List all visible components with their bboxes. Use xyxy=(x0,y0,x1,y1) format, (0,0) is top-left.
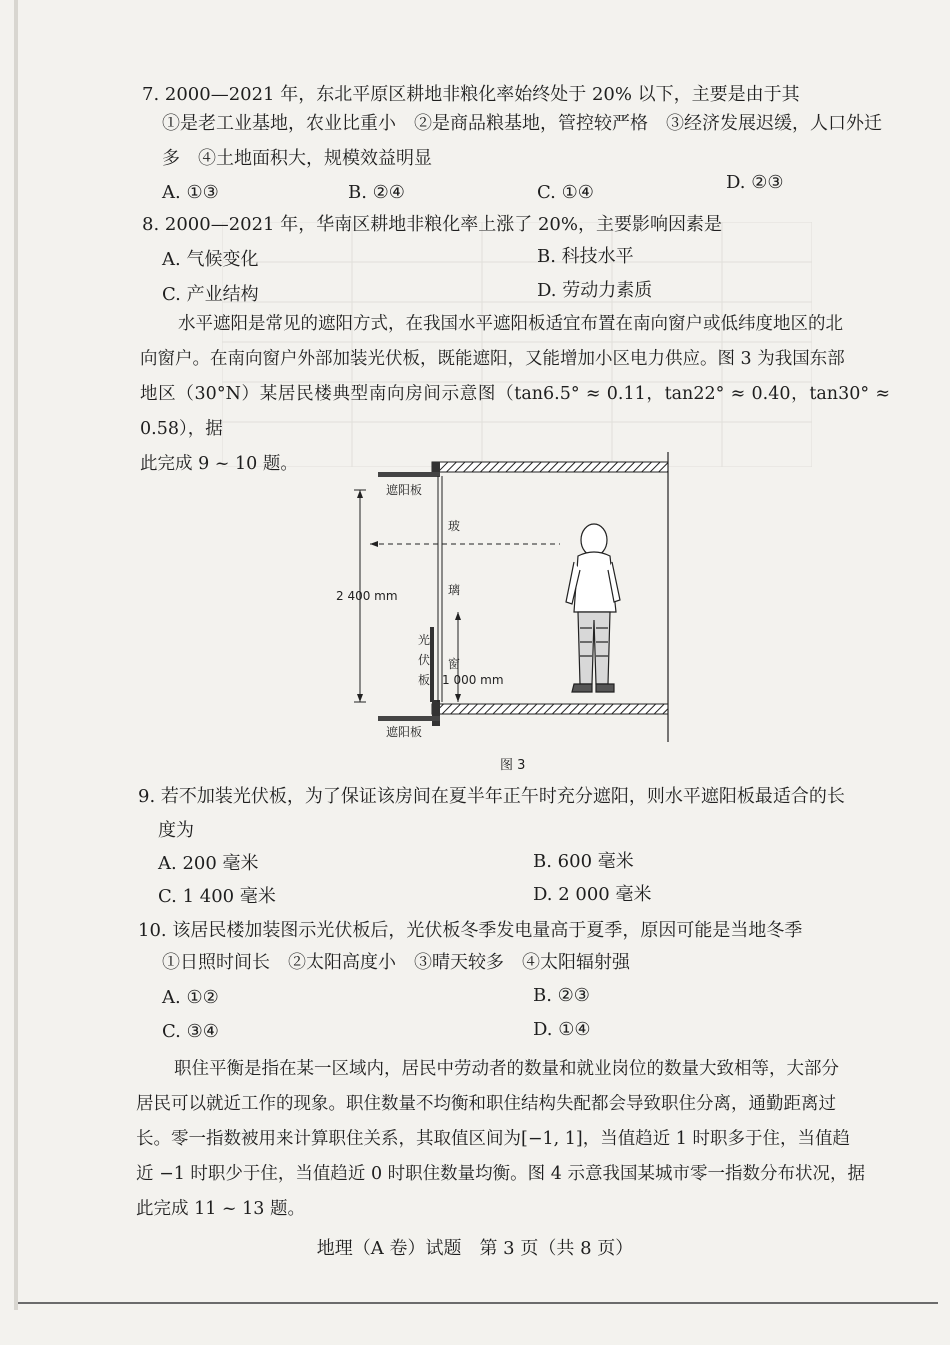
ceiling-slab xyxy=(432,462,668,472)
dashed-line-arrow xyxy=(370,541,378,547)
passage-jobs-line-2: 居民可以就近工作的现象。职住数量不均衡和职住结构失配都会导致职住分离，通勤距离过 xyxy=(136,1094,836,1114)
q10-stem: 10. 该居民楼加装图示光伏板后，光伏板冬季发电量高于夏季，原因可能是当地冬季 xyxy=(138,920,803,941)
q8-stem: 8. 2000—2021 年，华南区耕地非粮化率上涨了 20%，主要影响因素是 xyxy=(142,214,722,235)
passage-jobs-line-4: 近 −1 时职少于住，当值趋近 0 时职住数量均衡。图 4 示意我国某城市零一指数分布状况，据 xyxy=(136,1164,865,1184)
q7-option-b[interactable]: B. ②④ xyxy=(348,182,405,203)
q10-option-d[interactable]: D. ①④ xyxy=(533,1019,591,1040)
q10-option-c[interactable]: C. ③④ xyxy=(162,1021,219,1042)
q10-statements: ①日照时间长 ②太阳高度小 ③晴天较多 ④太阳辐射强 xyxy=(162,952,630,973)
q9-stem: 9. 若不加装光伏板，为了保证该房间在夏半年正午时充分遮阳，则水平遮阳板最适合的长 xyxy=(138,786,845,807)
label-shade-bottom: 遮阳板 xyxy=(386,725,423,739)
q9-option-a[interactable]: A. 200 毫米 xyxy=(158,853,259,874)
q9-stem-cont: 度为 xyxy=(158,820,194,841)
passage-jobs-line-3: 长。零一指数被用来计算职住关系，其取值区间为[−1, 1]，当值趋近 1 时职多于住，当值趋 xyxy=(136,1129,850,1149)
figure-3-caption: 图 3 xyxy=(500,758,526,773)
height-arrow-up xyxy=(357,490,363,498)
passage-shading-line-2: 向窗户。在南向窗户外部加装光伏板，既能遮阳，又能增加小区电力供应。图 3 为我国东部 xyxy=(140,349,845,369)
height-arrow-down xyxy=(357,694,363,702)
q7-option-a[interactable]: A. ①③ xyxy=(162,182,219,203)
sill-arrow-up xyxy=(455,612,461,620)
q7-statements: ①是老工业基地，农业比重小 ②是商品粮基地，管控较严格 ③经济发展迟缓，人口外迁 xyxy=(162,113,882,134)
q9-option-d[interactable]: D. 2 000 毫米 xyxy=(533,884,652,905)
label-height: 2 400 mm xyxy=(336,589,398,603)
q8-option-a[interactable]: A. 气候变化 xyxy=(162,249,259,270)
lower-wall-stub xyxy=(432,700,440,726)
q7-option-c[interactable]: C. ①④ xyxy=(537,182,594,203)
label-pv-1: 光 xyxy=(418,633,431,647)
label-window: 窗 xyxy=(448,657,461,671)
sill-arrow-down xyxy=(455,694,461,702)
page-bottom-edge xyxy=(18,1302,938,1304)
figure-3-room-diagram xyxy=(330,452,680,752)
passage-jobs-line-1: 职住平衡是指在某一区域内，居民中劳动者的数量和就业岗位的数量大致相等，大部分 xyxy=(174,1059,839,1079)
label-glass-1: 玻 xyxy=(448,519,461,533)
floor-slab xyxy=(432,704,668,714)
label-shade-top: 遮阳板 xyxy=(386,483,423,497)
page-footer: 地理（A 卷）试题 第 3 页（共 8 页） xyxy=(316,1238,634,1259)
photovoltaic-panel xyxy=(430,627,434,702)
page-edge xyxy=(14,0,18,1310)
bottom-shading-board xyxy=(378,716,440,721)
q8-option-d[interactable]: D. 劳动力素质 xyxy=(537,280,653,301)
person-figure xyxy=(566,524,620,692)
q9-option-c[interactable]: C. 1 400 毫米 xyxy=(158,886,276,907)
q10-option-a[interactable]: A. ①② xyxy=(162,987,219,1008)
q8-option-b[interactable]: B. 科技水平 xyxy=(537,246,634,267)
q9-option-b[interactable]: B. 600 毫米 xyxy=(533,851,634,872)
label-glass-2: 璃 xyxy=(448,583,461,597)
q7-statements-cont: 多 ④土地面积大，规模效益明显 xyxy=(162,148,432,169)
passage-shading-line-1: 水平遮阳是常见的遮阳方式，在我国水平遮阳板适宜布置在南向窗户或低纬度地区的北 xyxy=(178,314,843,334)
label-sill: 1 000 mm xyxy=(442,673,504,687)
label-pv-2: 伏 xyxy=(418,653,431,667)
label-pv-3: 板 xyxy=(418,673,431,687)
passage-jobs-line-5: 此完成 11 ~ 13 题。 xyxy=(136,1199,305,1219)
q8-option-c[interactable]: C. 产业结构 xyxy=(162,284,259,305)
q7-option-d[interactable]: D. ②③ xyxy=(726,172,784,193)
top-shading-board xyxy=(378,472,440,477)
passage-shading-line-4: 此完成 9 ~ 10 题。 xyxy=(140,454,298,474)
passage-jobs-housing xyxy=(136,1052,888,1227)
passage-shading-line-3: 地区（30°N）某居民楼典型南向房间示意图（tan6.5° ≈ 0.11，tan22° ≈ 0.40，tan30° ≈ 0.58），据 xyxy=(140,384,890,439)
q10-option-b[interactable]: B. ②③ xyxy=(533,985,590,1006)
q7-stem: 7. 2000—2021 年，东北平原区耕地非粮化率始终处于 20% 以下，主要是由于其 xyxy=(142,84,800,105)
